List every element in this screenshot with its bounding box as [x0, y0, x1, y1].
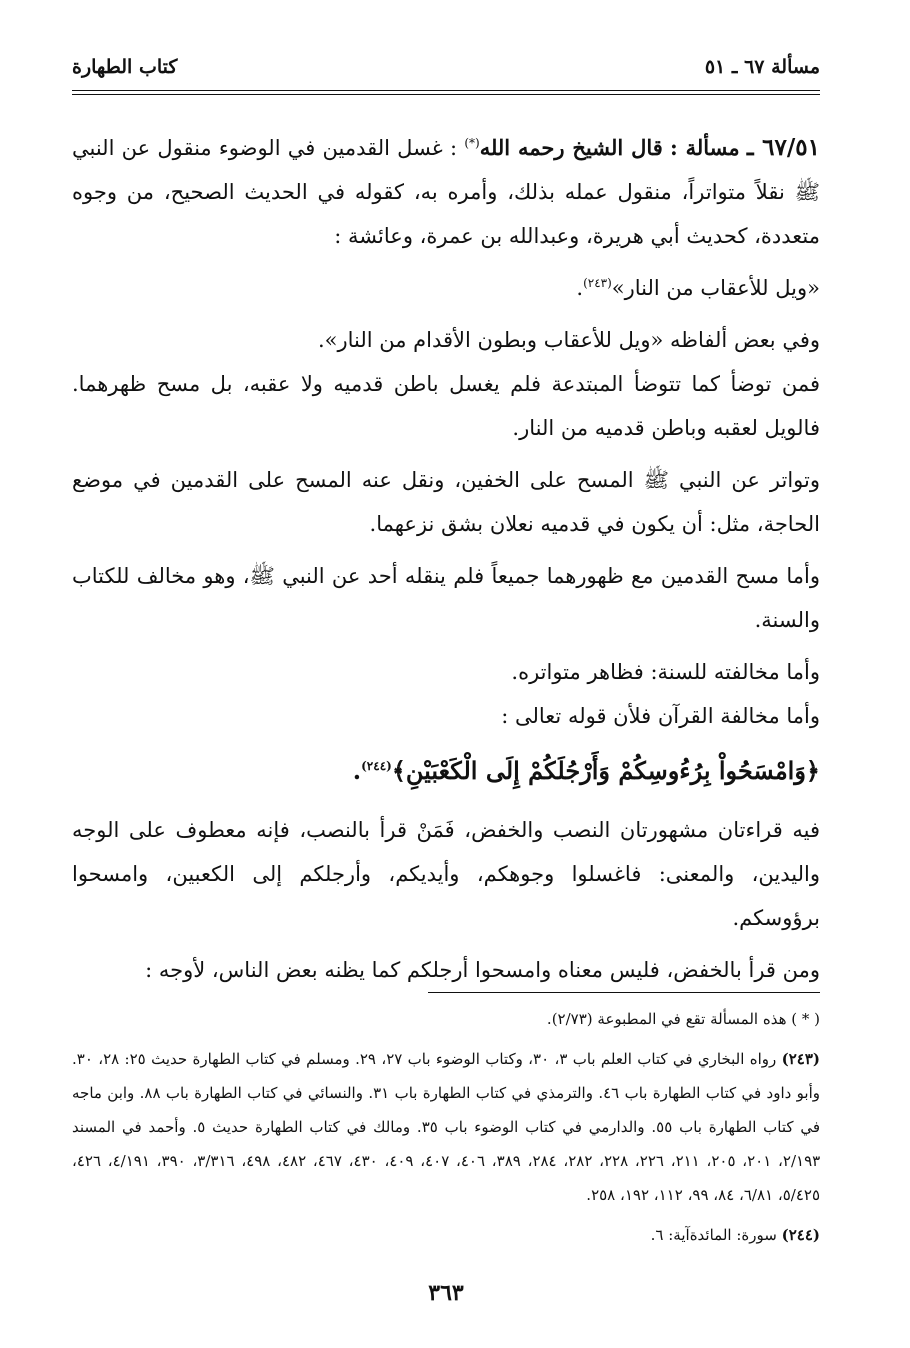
- footnote-243-text: رواه البخاري في كتاب العلم باب ٣، ٣٠، وكتاب الوضوء باب ٢٧، ٢٩. ومسلم في كتاب الطهارة حديث ٢٥: ٢٨، ٣٠. وأبو داود في كتاب الطهارة باب ٤٦. والترمذي في كتاب الطهارة باب ٣١. والنسائي في كتاب الطهارة باب ٨٨. وابن ماجه في كتاب الطهارة باب ٥٥. والدارمي في كتاب الوضوء باب ٣٥. ومالك في كتاب الطهارة حديث ٥. وأحمد في المسند ٢/١٩٣، ٢٠١، ٢٠٥، ٢١١، ٢٢٦، ٢٢٨، ٢٨٢، ٢٨٤، ٣٨٩، ٤٠٦، ٤٠٧، ٤٠٩، ٤٣٠، ٤٦٧، ٤٨٢، ٤٩٨، ٣/٣١٦، ٣٩٠، ٤/١٩١، ٤٢٦، ٥/٤٢٥، ٦/٨١، ٨٤، ٩٩، ١١٢، ١٩٢، ٢٥٨.: [72, 1050, 821, 1204]
- issue-label: مسألة :: [669, 135, 740, 160]
- sheikh-intro: قال الشيخ رحمه الله: [479, 135, 663, 160]
- footnote-243: [72, 1042, 820, 1212]
- paragraph-3: وفي بعض ألفاظه «ويل للأعقاب وبطون الأقدام من النار».: [317, 328, 820, 352]
- paragraph-9: فيه قراءتان مشهورتان النصب والخفض، فَمَنْ قرأ بالنصب، فإنه معطوف على الوجه واليدين، والمعنى: فاغسلوا وجوهكم، وأيديكم، وأرجلكم إلى الكعبين، وامسحوا برؤوسكم.: [72, 818, 820, 930]
- header-rule-top: [72, 90, 820, 91]
- issue-range-heading: مسألة ٦٧ ـ ٥١: [704, 56, 820, 78]
- footnote-ref-244: (٢٤٤): [361, 759, 392, 773]
- paragraph-7: وأما مخالفته للسنة: فظاهر متواتره.: [511, 660, 820, 684]
- paragraph-4: فمن توضأ كما تتوضأ المبتدعة فلم يغسل باطن قدميه ولا عقبه، بل مسح ظهرهما. فالويل لعقبه وباطن قدميه من النار.: [72, 372, 820, 440]
- paragraph-intro-text: : غسل القدمين في الوضوء منقول عن النبي ﷺ نقلاً متواتراً، منقول عمله بذلك، وأمره به، كقوله في الحديث الصحيح، من وجوه متعددة، كحديث أبي هريرة، وعبدالله بن عمرة، وعائشة :: [72, 136, 820, 248]
- header-rule-bottom: [72, 94, 820, 95]
- footnote-rule: [428, 992, 820, 993]
- hadith-end: .: [576, 276, 584, 300]
- main-text: [72, 126, 820, 1000]
- paragraph-hadith: [72, 266, 820, 310]
- book-title-heading: كتاب الطهارة: [72, 56, 178, 78]
- hadith-quote: «ويل للأعقاب من النار»: [611, 276, 820, 300]
- paragraph-intro: [72, 126, 820, 258]
- footnote-ref-243: (٢٤٣): [583, 276, 612, 290]
- footnotes: [72, 1002, 820, 1258]
- paragraph-8: وأما مخالفة القرآن فلأن قوله تعالى :: [501, 704, 820, 728]
- footnote-244-text: سورة: المائدةآية: ٦.: [650, 1226, 777, 1244]
- quran-text: ﴿وَامْسَحُواْ بِرُءُوسِكُمْ وَأَرْجُلَكُمْ إِلَى الْكَعْبَيْنِ﴾: [391, 756, 820, 785]
- footnote-243-number: (٢٤٣): [781, 1050, 820, 1068]
- paragraph-5: وتواتر عن النبي ﷺ المسح على الخفين، ونقل عنه المسح على القدمين في موضع الحاجة، مثل: أن يكون في قدميه نعلان بشق نزعهما.: [72, 468, 820, 536]
- running-header: [72, 56, 820, 88]
- paragraph-6: وأما مسح القدمين مع ظهورهما جميعاً فلم ينقله أحد عن النبي ﷺ، وهو مخالف للكتاب والسنة.: [72, 564, 820, 632]
- quran-verse: [72, 744, 820, 798]
- footnote-star: ( * ) هذه المسألة تقع في المطبوعة (٢/٧٣).: [546, 1010, 820, 1028]
- issue-number: ٦٧/٥١ ـ: [746, 134, 820, 161]
- star-footnote-ref: (*): [464, 136, 480, 150]
- book-page: [72, 48, 820, 1328]
- footnote-244-number: (٢٤٤): [781, 1226, 820, 1244]
- page-number: ٣٦٣: [428, 1280, 464, 1306]
- quran-end: .: [352, 756, 362, 785]
- footnote-244: [72, 1218, 820, 1252]
- paragraph-10: ومن قرأ بالخفض، فليس معناه وامسحوا أرجلكم كما يظنه بعض الناس، لأوجه :: [145, 958, 820, 982]
